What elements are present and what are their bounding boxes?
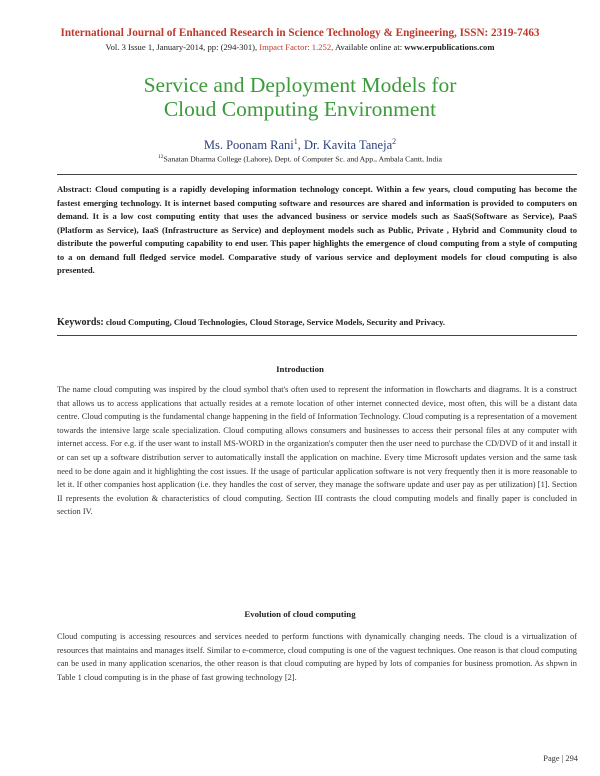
available-online-label: Available online at: (334, 42, 403, 52)
affiliation-text: Sanatan Dharma College (Lahore), Dept. of Computer Sc. and App., Ambala Cantt, India (163, 154, 442, 164)
journal-header (0, 27, 600, 39)
paper-title-line2: Cloud Computing Environment (163, 97, 437, 121)
journal-name: International Journal of Enhanced Research in Science Technology & Engineering, (60, 27, 457, 39)
impact-factor: Impact Factor: 1.252, (259, 42, 334, 52)
author-affiliation-mark: 1 (293, 137, 298, 146)
page-number: Page | 294 (543, 754, 578, 763)
journal-website-link[interactable]: www.erpublications.com (404, 42, 495, 52)
journal-issn: ISSN: 2319-7463 (459, 27, 540, 39)
author-list (0, 137, 600, 153)
section-heading-introduction: Introduction (276, 364, 324, 374)
author-affiliation (0, 154, 600, 164)
abstract: Abstract: Cloud computing is a rapidly developing information technology concept. Within a few years, cloud computing has become the fastest emerging technology. It is internet based computing software and resources are shared and information is provided to computers on demand. It is a low cost computing entity that uses the advanced business or service models such as SaaS(Software as Service), PaaS (Platform as Service), IaaS (Infrastructure as Service) and deployment models such as Public, Private , Hybrid and Community cloud to distribute the powerful computing capability to end user. This paper highlights the emergence of cloud computing from a style of computing to a on demand full fledged service model. Comparative study of various service and deployment models for cloud computing is also presented. (57, 184, 577, 275)
keywords (57, 317, 577, 328)
introduction-paragraph: The name cloud computing was inspired by the cloud symbol that's often used to represent the information in flowcharts and diagrams. It is a construct that allows us to access applications that actually resides at a remote location of other internet connected device, most often, this will be a distant data centre. Cloud computing is the fundamental change happening in the field of Information Technology. Cloud computing is a representation of a movement towards the intensive large scale specialization. Cloud computing allows consumers and businesses to access their personal files at any computer with internet access. For e.g. if the user want to install MS-WORD in the organization's computer then the user need to purchase the CD/DVD of it and install it or can set up a software distribution server to automatically install the application on machine. Every time Microsoft updates version and the same task need to be done again and it highlighting the cost issues. If the usage of particular application software is not very frequently then it is more reasonable to let it. If other companies host application (i.e. they handles the cost of server, they manage the software update and user pay as per utilization) [1]. Section II represents the evolution & characteristics of cloud computing. Section III contrasts the cloud computing models and finally paper is concluded in section IV. (57, 385, 577, 517)
author-affiliation-mark: 2 (392, 137, 397, 146)
evolution-paragraph: Cloud computing is accessing resources and services needed to perform functions with dynamically changing needs. The cloud is a virtualization of resources that maintains and manages itself. Similar to e-commerce, cloud computing is one of the vaguest techniques. One reason is that cloud computing can be used in many application scenarios, the other reason is that cloud computing are hyped by lots of companies for business promotion. As shpwn in Table 1 cloud computing is in the phase of fast growing technology [2]. (57, 632, 577, 682)
volume-info: Vol. 3 Issue 1, January-2014, pp: (294-301), (105, 42, 258, 52)
journal-subheader (0, 42, 600, 52)
paper-title (0, 73, 600, 121)
section-heading-evolution: Evolution of cloud computing (244, 609, 356, 619)
abstract-top-divider (57, 174, 577, 175)
keywords-bottom-divider (57, 335, 577, 336)
author-separator: , (297, 138, 305, 153)
keywords-label: Keywords: (57, 317, 104, 328)
paper-title-line1: Service and Deployment Models for (143, 73, 457, 97)
affiliation-mark: 12 (158, 154, 164, 160)
author-name: Dr. Kavita Taneja (304, 138, 393, 153)
keywords-text: cloud Computing, Cloud Technologies, Cloud Storage, Service Models, Security and Privacy. (103, 317, 446, 327)
author-name: Ms. Poonam Rani (203, 138, 294, 153)
